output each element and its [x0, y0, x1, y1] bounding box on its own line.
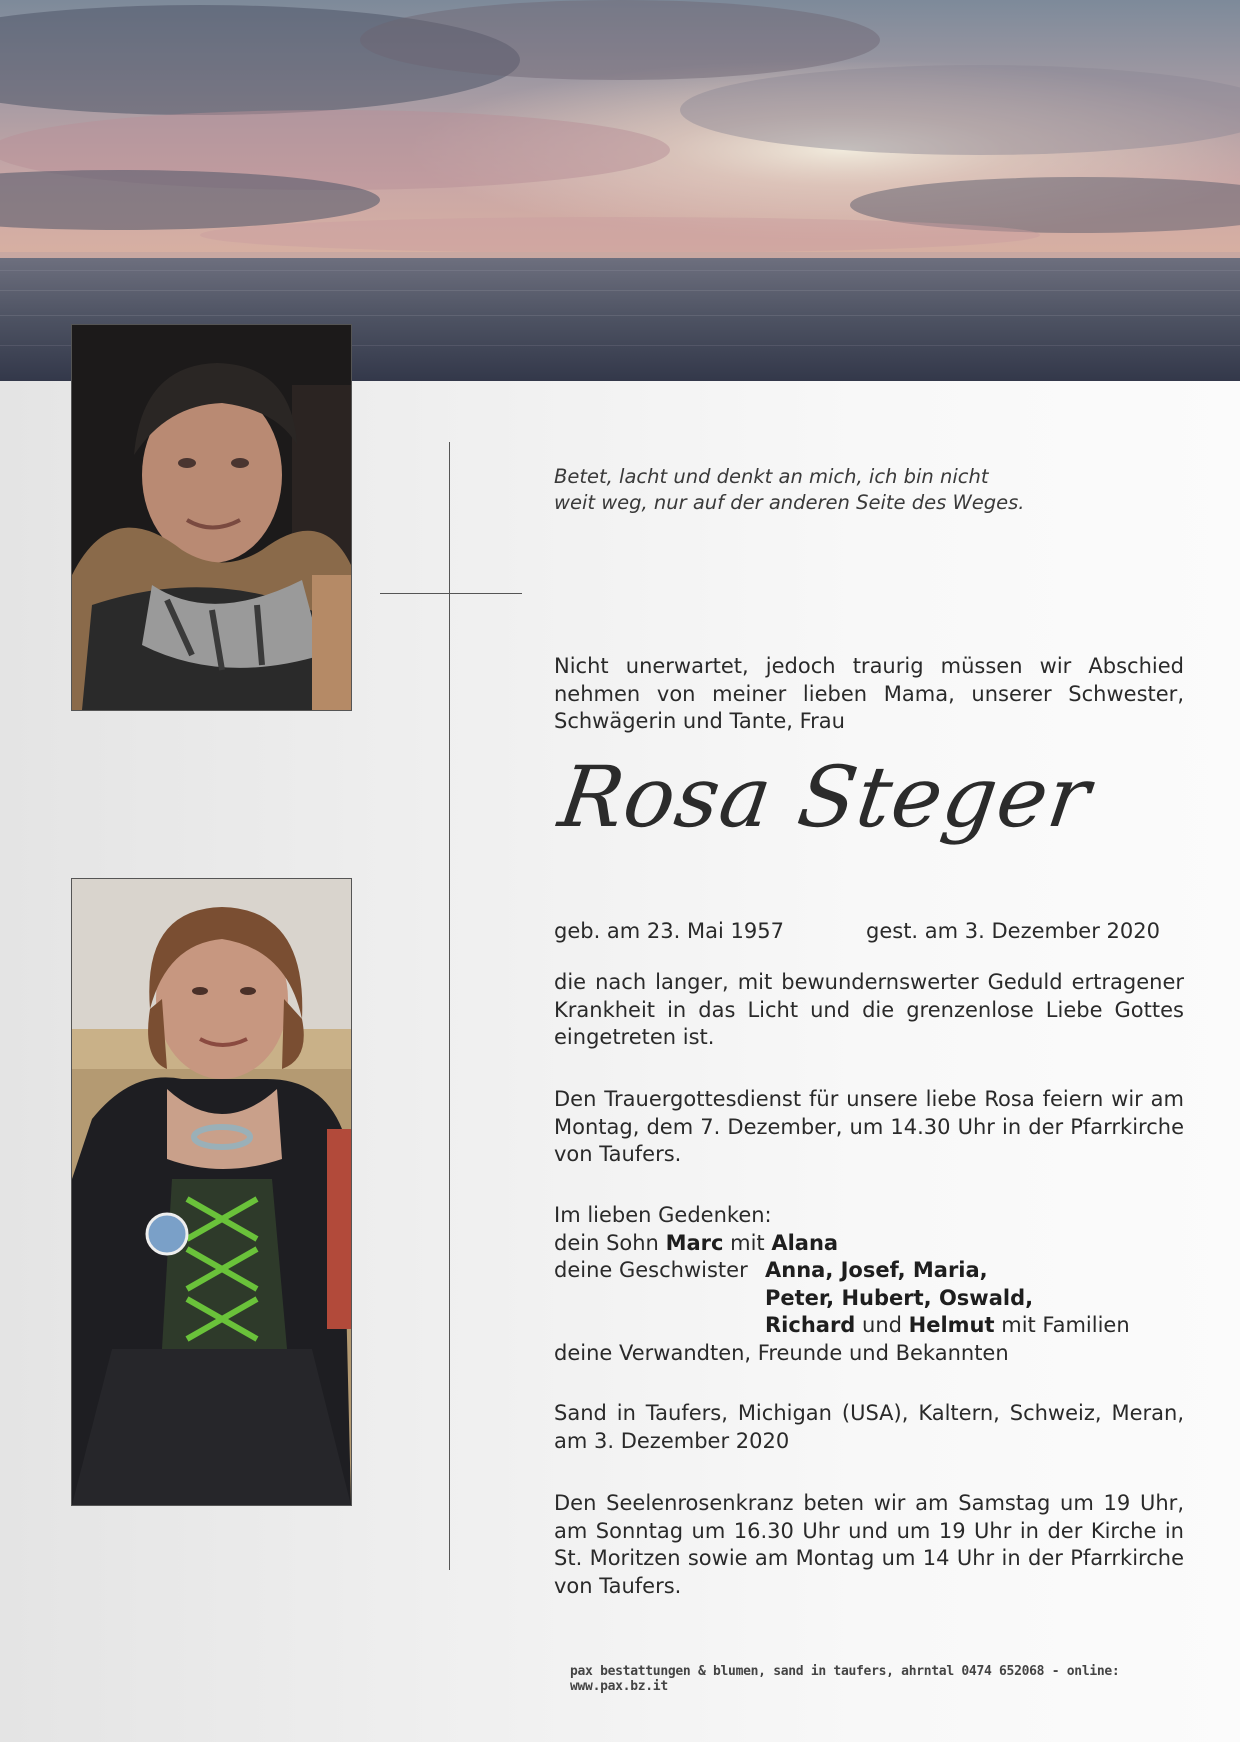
portrait-photo-1 — [71, 324, 352, 711]
quote — [554, 464, 1184, 515]
mourners-siblings-line-2: Peter, Hubert, Oswald, — [765, 1285, 1034, 1310]
deceased-name: Rosa Steger — [553, 748, 1097, 846]
rosary-text: Den Seelenrosenkranz beten wir am Samstag um 19 Uhr, am Sonntag um 16.30 Uhr und um 19 Uhr in der Kirche in St. Moritzen sowie am Montag um 14 Uhr in der Pfarrkirche von Taufers. — [554, 1491, 1184, 1598]
intro-text: Nicht unerwartet, jedoch traurig müssen wir Abschied nehmen von meiner lieben Mama, unserer Schwester, Schwägerin und Tante, Frau — [554, 654, 1184, 733]
quote-line-1: Betet, lacht und denkt an mich, ich bin nicht — [554, 465, 989, 488]
life-dates — [554, 918, 1184, 946]
place-and-date: Sand in Taufers, Michigan (USA), Kaltern, Schweiz, Meran, am 3. Dezember 2020 — [554, 1401, 1184, 1453]
cross-vertical-line — [449, 442, 450, 1570]
portrait-photo-2 — [71, 878, 352, 1506]
mourners-list — [554, 1202, 1184, 1367]
funeral-service-text: Den Trauergottesdienst für unsere liebe Rosa feiern wir am Montag, dem 7. Dezember, um 14.30 Uhr in der Pfarrkirche von Taufers. — [554, 1087, 1184, 1166]
description-text: die nach langer, mit bewundernswerter Geduld ertragener Krankheit in das Licht und die grenzenlose Liebe Gottes eingetreten ist. — [554, 970, 1184, 1049]
quote-line-2: weit weg, nur auf der anderen Seite des Weges. — [554, 490, 1025, 514]
mourners-heading: Im lieben Gedenken: — [554, 1203, 772, 1227]
son-partner-name: Alana — [771, 1230, 839, 1255]
cross-horizontal-line — [380, 593, 522, 594]
birth-date: geb. am 23. Mai 1957 — [554, 919, 784, 943]
death-date: gest. am 3. Dezember 2020 — [866, 919, 1160, 943]
son-name: Marc — [665, 1230, 724, 1255]
mourners-son-line: dein Sohn Marc mit Alana — [554, 1230, 839, 1255]
mourners-siblings-line-1: deine Geschwister Anna, Josef, Maria, — [554, 1258, 988, 1282]
footer-contact: pax bestattungen & blumen, sand in taufers, ahrntal 0474 652068 - online: www.pax.bz.it — [570, 1664, 1120, 1694]
mourners-siblings-line-3: Richard und Helmut mit Familien — [765, 1313, 1130, 1337]
mourners-relatives: deine Verwandten, Freunde und Bekannten — [554, 1340, 1009, 1365]
